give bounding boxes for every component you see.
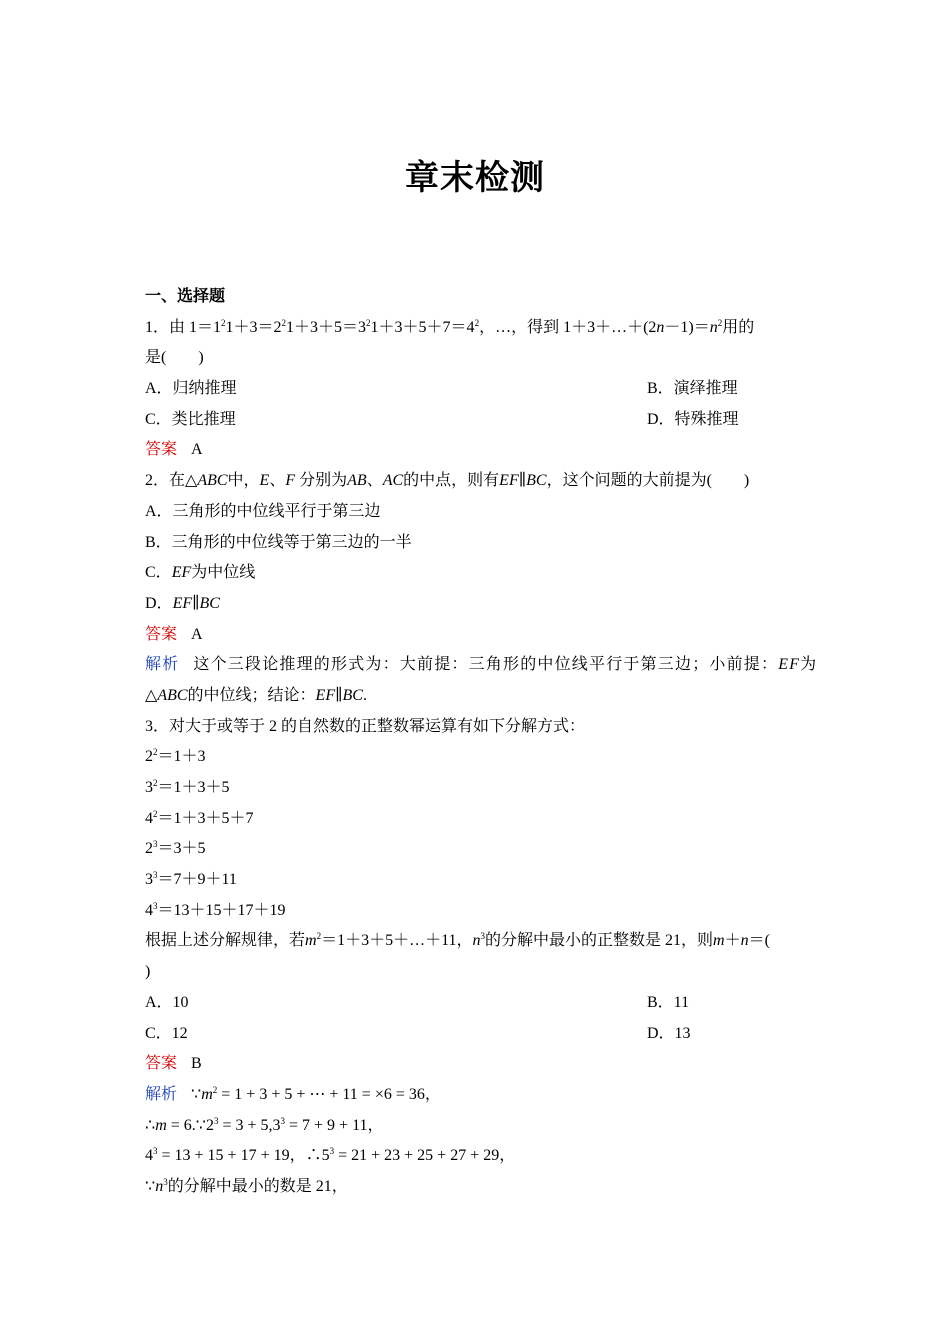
q2-answer: 答案 A: [145, 625, 203, 643]
q3-options-row2: [145, 1019, 813, 1050]
q3-option-b: B．11: [647, 993, 690, 1011]
q3-explanation: 解析 $\because m^2 = 1 + 3 + 5$ + ⋯ + 11 = ×6 = 36，: [145, 1084, 441, 1103]
explanation-label: 解析: [145, 656, 180, 674]
q3-equation: $2^3=3+5$: [145, 839, 206, 858]
q2-explanation-line2: △ABC的中位线；结论：EF∥BC.: [145, 686, 367, 704]
q1-answer: 答案 A: [145, 441, 203, 459]
q1-option-d: D．特殊推理: [647, 410, 739, 428]
q2-option-b: B．三角形的中位线等于第三边的一半: [145, 533, 412, 551]
q3-equation: $3^2=1+3+5$: [145, 778, 230, 796]
q3-equation: $3^3=7+9+11$: [145, 870, 237, 889]
q3-answer: 答案 B: [145, 1055, 202, 1073]
document-body: [145, 282, 818, 1203]
page-title: 章末检测: [405, 160, 545, 197]
q3-rule: 根据上述分解规律，若$m^2=1+3+5+\dots+11$，$n^3$的分解中最小的正整数是 21，则m＋n＝(: [145, 931, 770, 950]
explanation-label: 解析: [145, 1085, 178, 1103]
answer-label: 答案: [145, 1055, 178, 1073]
q3-stem: 3．对大于或等于 2 的自然数的正整数幂运算有如下分解方式：: [145, 717, 586, 735]
q2-option-a: A．三角形的中位线平行于第三边: [145, 502, 381, 520]
q3-explanation-line3: $4^3 = 13 + 15 + 17 + 19$，$\therefore 5^3 = 21 + 23 + 25 + 27 + 29$，: [145, 1146, 516, 1165]
q3-rule-line2: ): [145, 963, 151, 981]
q1-option-c: C．类比推理: [145, 410, 236, 428]
q3-options-row1: [145, 988, 813, 1019]
q2-option-c: C．EF为中位线: [145, 564, 256, 582]
q1-stem: 1．由 $1=1^21+3=2^21+3+5=3^21+3+5+7=4^2$，…，得到 $1+3+\dots+(2n-1)=n^2$用的: [145, 317, 755, 336]
q3-explanation-line2: ∴m = $6.\because 2^3 = 3 + 5,3^3 = 7 + 9 + 11$，: [145, 1115, 384, 1134]
q2-explanation: 解析 这个三段论推理的形式为：大前提：三角形的中位线平行于第三边；小前提：EF为: [145, 656, 818, 674]
q3-option-c: C．12: [145, 1024, 188, 1042]
q2-stem: 2．在△ABC中，E、F 分别为AB、AC的中点，则有EF∥BC，这个问题的大前提为( ): [145, 472, 750, 490]
q1-option-b: B．演绎推理: [647, 380, 738, 398]
q1-stem-line2: 是( ): [145, 349, 204, 367]
q1-options-row2: [145, 405, 813, 436]
q3-explanation-line4: $\because n^3$的分解中最小的数是 21，: [145, 1176, 348, 1195]
q1-option-a: A．归纳推理: [145, 380, 237, 398]
q3-equation: $4^2=1+3+5+7$: [145, 808, 254, 827]
answer-label: 答案: [145, 625, 178, 643]
q3-equation: $2^2=1+3$: [145, 747, 206, 766]
q3-option-d: D．13: [647, 1024, 691, 1042]
answer-label: 答案: [145, 441, 178, 459]
q2-option-d: D．EF∥BC: [145, 594, 220, 612]
q1-options-row1: [145, 374, 813, 405]
section-heading: 一、选择题: [145, 288, 226, 305]
q3-equation: $4^3=13+15+17+19$: [145, 900, 286, 919]
q3-option-a: A．10: [145, 993, 189, 1011]
